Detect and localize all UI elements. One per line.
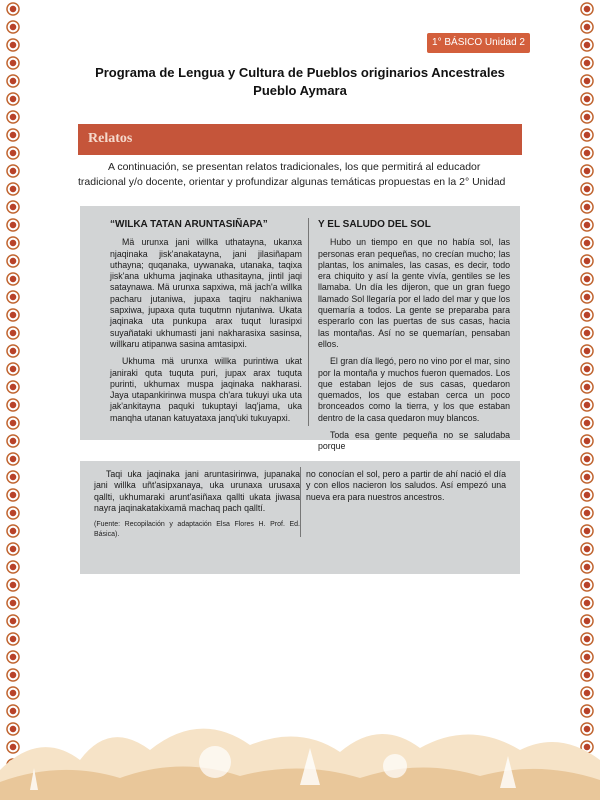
- aymara-paragraph: Ukhuma mä urunxa willka purintiwa ukat janiraki quta tuquta puri, jupax arax tuquta purinti, ukhumax muspa jaqinaka nakharasi. Jaya utapankirinwa muspa ch'ara tukuyi uka uta jak'ankitayna paquki tukuptayi laq'jama, uka manqha utanan katuyataxa janq'uki tukuyapxi.: [110, 356, 302, 423]
- spanish-story-title: Y EL SALUDO DEL SOL: [318, 219, 431, 230]
- column-divider: [300, 467, 301, 537]
- story-panel-1: [80, 206, 520, 452]
- page-title: [60, 64, 540, 100]
- story-panel-2: [80, 461, 520, 574]
- level-badge: 1° BÁSICO Unidad 2: [427, 33, 530, 53]
- section-header: [78, 124, 522, 155]
- section-title: Relatos: [88, 131, 133, 146]
- spanish-paragraph: Toda esa gente pequeña no se saludaba porque: [318, 430, 510, 452]
- title-line-2: Pueblo Aymara: [253, 83, 347, 98]
- spanish-column: [306, 469, 506, 509]
- intro-paragraph: A continuación, se presentan relatos tradicionales, los que permitirá al educador tradicional y/o docente, orientar y profundizar algunas temáticas propuestas en la 2° Unidad: [78, 161, 506, 188]
- spanish-paragraph: El gran día llegó, pero no vino por el mar, sino por la montaña y muchos fueron quemados. Los que estaban lejos de sus casas, quedaron quemados, los que estaban cerca un poco bronceados como la tierra, y los que estaban dentro de la casa quedaron muy blancos.: [318, 356, 510, 423]
- source-citation: (Fuente: Recopilación y adaptación Elsa Flores H. Prof. Ed. Básica).: [94, 521, 300, 539]
- aymara-paragraph: Taqi uka jaqinaka jani aruntasirinwa, jupanaka jani willka uñt'asipxanaya, uka urunaxa urusaxa qallti, ukhumaraki arunt'asiñaxa qallti ukata jiwasa nayra jaqinakatakixamä machaq pach qalltí.: [94, 469, 300, 513]
- aymara-paragraph: Mä urunxa jani willka uthatayna, ukanxa njaqinaka jisk'anakatayna, jani jilasiñapam uthayna; quqanaka, uywanaka, utanaka, taqixa jisk'ana ukhuma jaqinaka uthasitayna, jintil jaqi sataynawa. Mä urunxa sapxiwa, mä jach'a willka pacharu jutaniwa, jupaxa taqiru nakhaniwa sapxiwa, jupaxa quta tuqutmn njutaniwa. Ukata jaqinaka uta punkupa arax tuqut lurasipxi suyañataki ukhumasti jani nakharasixa sasinsa, willkaru atipanwa sasina amtasipxi.: [110, 237, 302, 349]
- spanish-paragraph: Hubo un tiempo en que no había sol, las personas eran pequeñas, no crecían mucho; las plantas, los animales, las casas, es decir, todo era chiquito y así la gente vivía, gentiles se les llamaba. Un día les dijeron, que un gran fuego llamado Sol llegaría por el lado del mar y que los quemaría a todos. La gente se preparaba para esperarlo con las puertas de sus casas, hacia las montañas. Así no se quemarían, pensaban ellos.: [318, 237, 510, 349]
- column-divider: [308, 218, 309, 426]
- landscape-silhouette: [0, 690, 600, 800]
- spanish-column: [318, 219, 510, 459]
- decorative-border-left: [4, 0, 22, 800]
- title-line-1: Programa de Lengua y Cultura de Pueblos originarios Ancestrales: [95, 65, 505, 80]
- aymara-story-title: “WILKA TATAN ARUNTASIÑAPA”: [110, 219, 268, 230]
- spanish-paragraph: no conocían el sol, pero a partir de ahí nació el día y con ellos nacieron los saludos. Así empezó una nueva era para nuestros ancestros.: [306, 469, 506, 502]
- decorative-border-right: [578, 0, 596, 800]
- aymara-column: [94, 469, 300, 546]
- aymara-column: [110, 219, 302, 430]
